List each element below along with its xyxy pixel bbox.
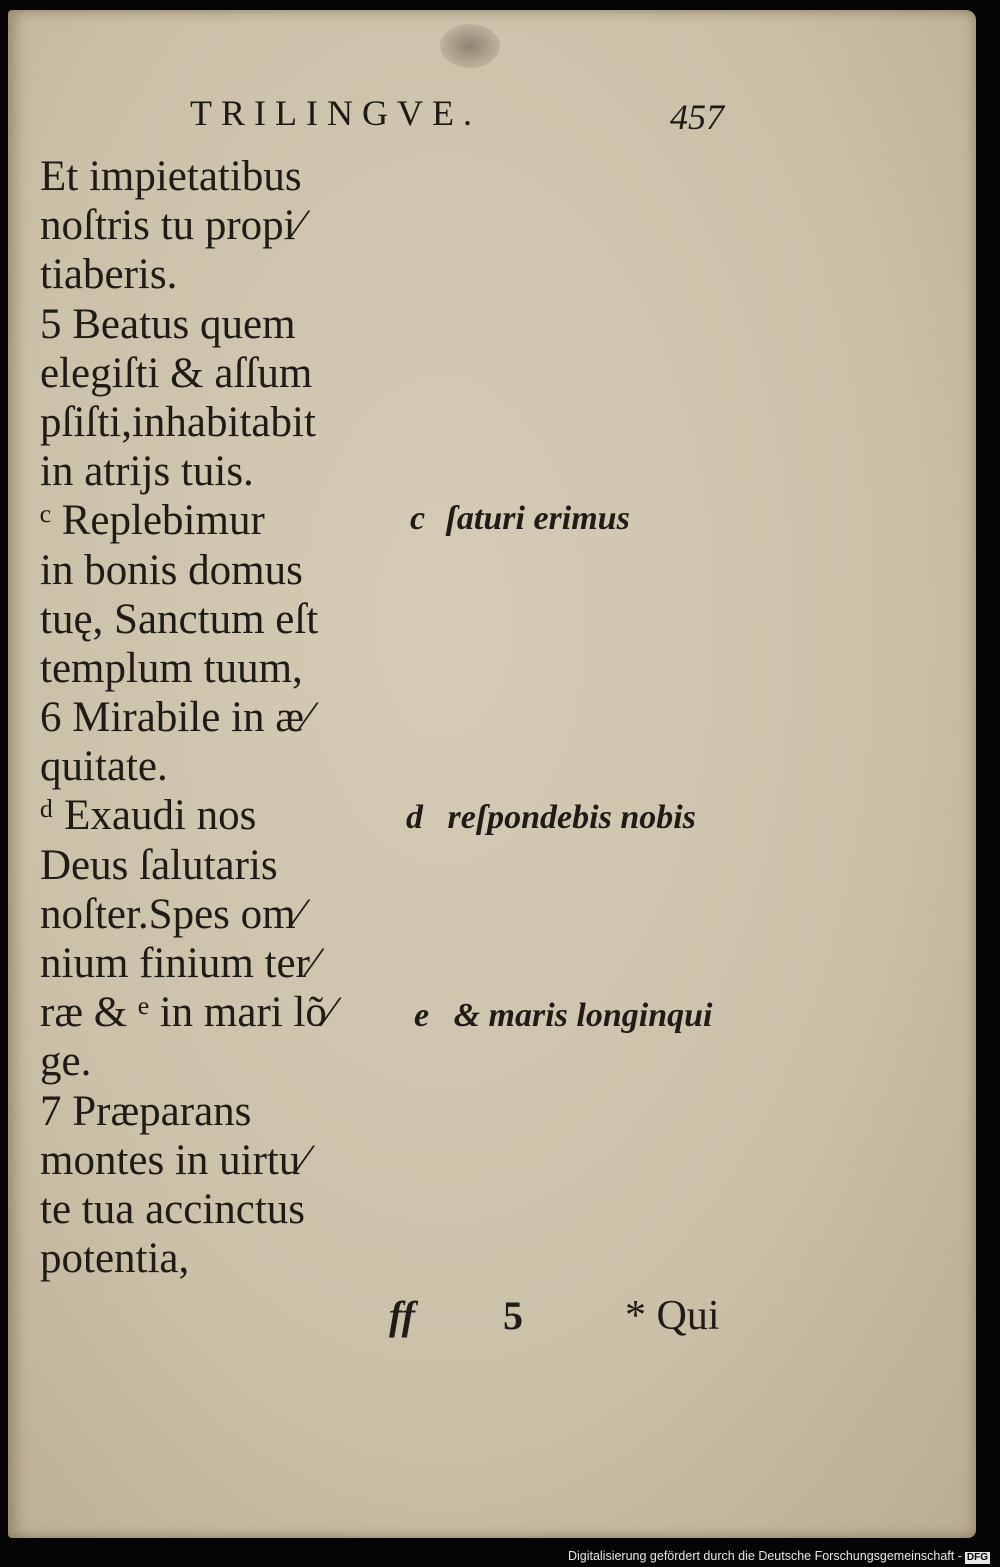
gloss-text: ſaturi erimus bbox=[445, 500, 630, 537]
text-line: noſter.Spes om⁄ bbox=[40, 890, 303, 938]
text-line: 5 Beatus quem bbox=[40, 300, 296, 348]
margin-gloss-d bbox=[406, 799, 696, 837]
text-line: tiaberis. bbox=[40, 251, 178, 299]
paper-stain bbox=[440, 24, 500, 68]
text-line: Et impietatibus bbox=[40, 153, 302, 200]
text-line: montes in uirtu⁄ bbox=[40, 1136, 308, 1184]
text-line: in atrijs tuis. bbox=[40, 448, 254, 496]
text-line: ᵈ Exaudi nos bbox=[40, 792, 257, 840]
credit-text: Digitalisierung gefördert durch die Deutsche Forschungsgemeinschaft - bbox=[567, 1549, 962, 1563]
text-line: elegiſti & aſſum bbox=[40, 349, 313, 397]
dfg-logo: DFG bbox=[966, 1552, 988, 1563]
running-head: TRILINGVE. bbox=[190, 93, 481, 133]
text-line: quitate. bbox=[40, 743, 168, 791]
page-number: 457 bbox=[670, 97, 724, 137]
text-line: Deus ſalutaris bbox=[40, 841, 278, 889]
signature-mark: ff bbox=[389, 1293, 415, 1338]
text-line: ge. bbox=[40, 1038, 92, 1086]
text-line: 6 Mirabile in æ⁄ bbox=[40, 694, 312, 742]
text-line: tuę, Sanctum eſt bbox=[40, 595, 319, 643]
text-line: templum tuum, bbox=[40, 644, 303, 692]
text-line: ræ & ᵉ in mari lõ⁄ bbox=[40, 989, 335, 1037]
text-line: 7 Præparans bbox=[40, 1087, 252, 1135]
gloss-marker: e bbox=[414, 997, 430, 1034]
main-text-column bbox=[40, 152, 385, 1283]
text-line: nium finium ter⁄ bbox=[40, 940, 318, 987]
text-line: potentia, bbox=[40, 1235, 190, 1283]
margin-gloss-c bbox=[410, 500, 630, 538]
gloss-text: & maris longinqui bbox=[453, 997, 713, 1034]
gloss-text: reſpondebis nobis bbox=[447, 799, 696, 836]
margin-gloss-e bbox=[414, 997, 712, 1035]
text-line: pſiſti,inhabitabit bbox=[40, 398, 316, 446]
text-line: ᶜ Replebimur bbox=[40, 497, 265, 545]
gloss-marker: c bbox=[410, 500, 426, 537]
text-line: in bonis domus bbox=[40, 546, 303, 594]
gloss-marker: d bbox=[406, 799, 423, 836]
text-line: noſtris tu propi⁄ bbox=[40, 202, 303, 250]
catchword: * Qui bbox=[625, 1293, 720, 1339]
signature-number: 5 bbox=[503, 1293, 523, 1338]
text-line: te tua accinctus bbox=[40, 1185, 306, 1233]
digitization-credit bbox=[568, 1549, 990, 1564]
